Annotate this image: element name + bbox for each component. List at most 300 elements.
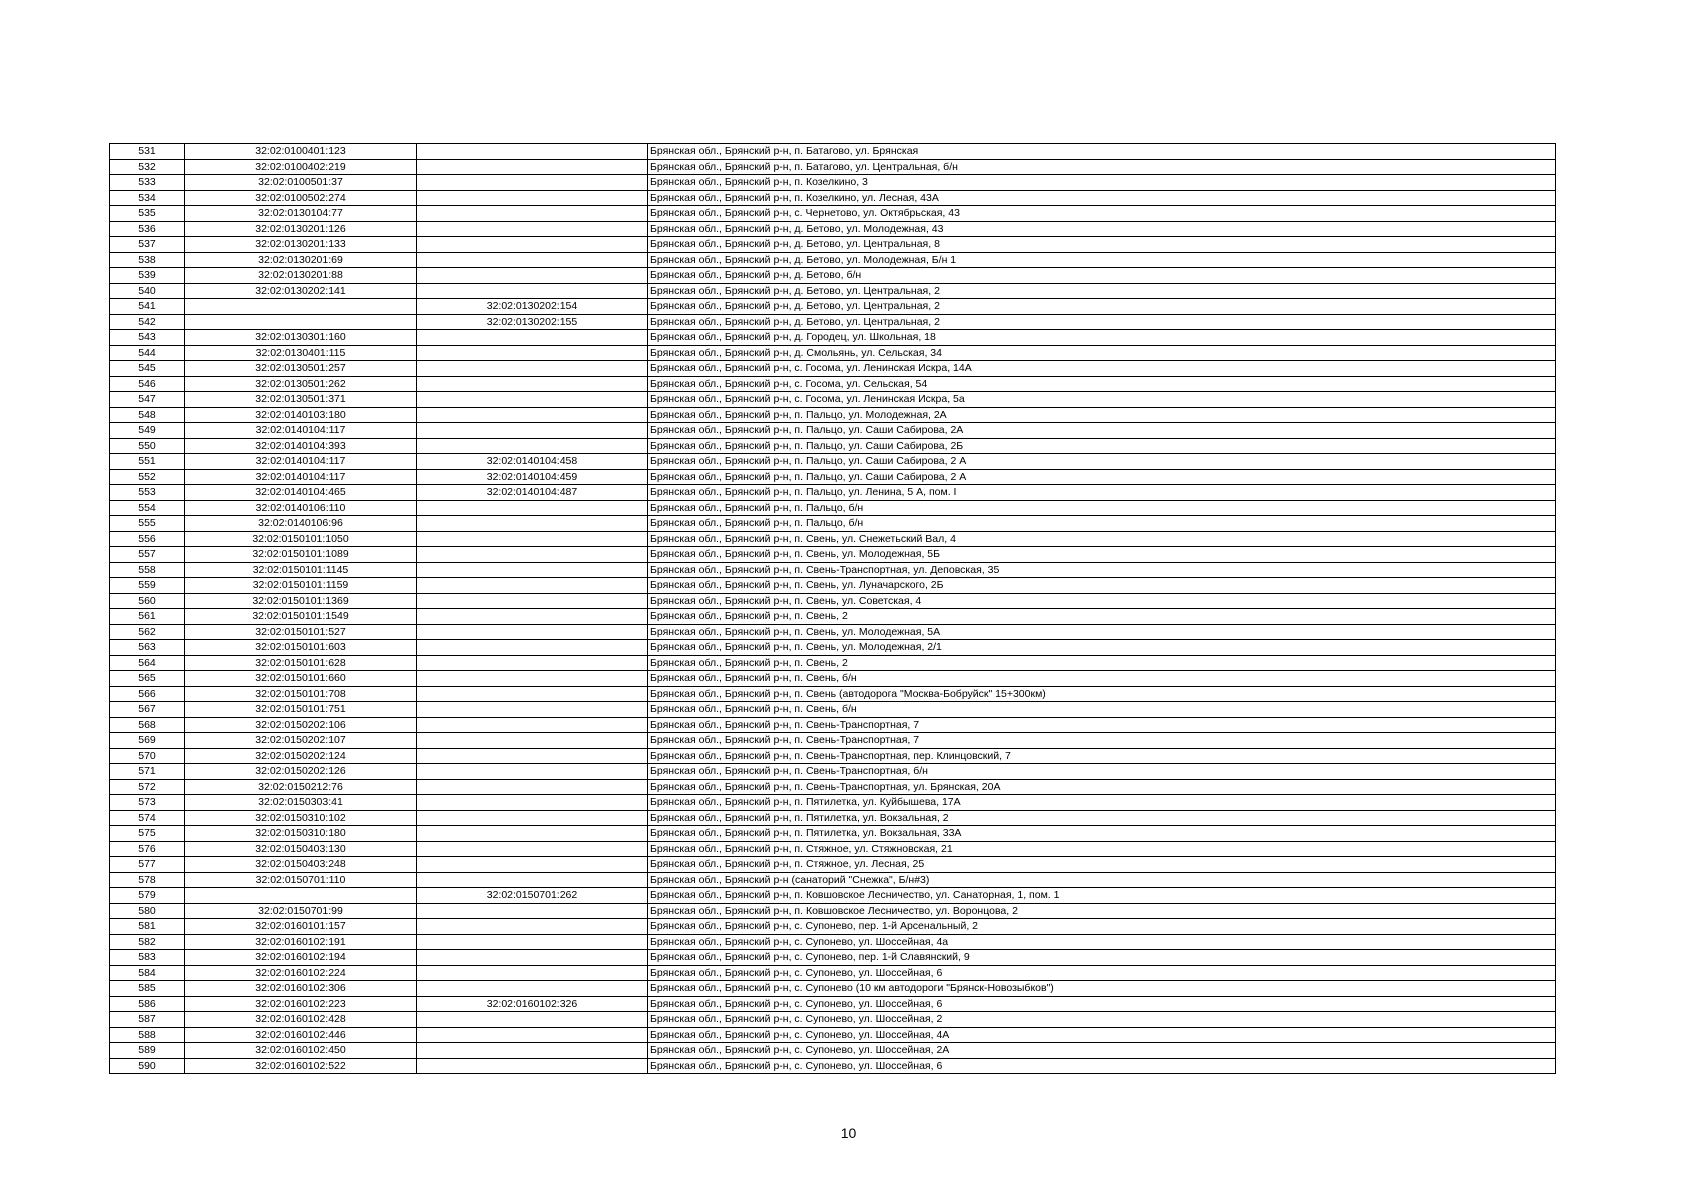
linked-cadastral-number-cell <box>417 330 648 346</box>
cadastral-number-cell: 32:02:0160102:306 <box>185 981 417 997</box>
address-cell: Брянская обл., Брянский р-н, д. Смольянь, ул. Сельская, 34 <box>648 345 1556 361</box>
address-cell: Брянская обл., Брянский р-н, п. Пальцо, ул. Ленина, 5 А, пом. I <box>648 485 1556 501</box>
cadastral-number-cell: 32:02:0130301:160 <box>185 330 417 346</box>
cadastral-number-cell: 32:02:0130501:262 <box>185 376 417 392</box>
row-number-cell: 589 <box>110 1043 185 1059</box>
table-row <box>110 764 1556 780</box>
address-cell: Брянская обл., Брянский р-н, п. Ковшовское Лесничество, ул. Воронцова, 2 <box>648 903 1556 919</box>
row-number-cell: 585 <box>110 981 185 997</box>
linked-cadastral-number-cell <box>417 671 648 687</box>
address-cell: Брянская обл., Брянский р-н, с. Супонево, ул. Шоссейная, 6 <box>648 1058 1556 1074</box>
address-cell: Брянская обл., Брянский р-н, п. Свень, ул. Советская, 4 <box>648 593 1556 609</box>
linked-cadastral-number-cell: 32:02:0140104:487 <box>417 485 648 501</box>
table-row <box>110 376 1556 392</box>
cadastral-number-cell: 32:02:0100501:37 <box>185 175 417 191</box>
table-row <box>110 919 1556 935</box>
table-row <box>110 314 1556 330</box>
linked-cadastral-number-cell: 32:02:0140104:459 <box>417 469 648 485</box>
row-number-cell: 531 <box>110 144 185 160</box>
table-row <box>110 423 1556 439</box>
linked-cadastral-number-cell <box>417 516 648 532</box>
table-row <box>110 1058 1556 1074</box>
row-number-cell: 568 <box>110 717 185 733</box>
table-row <box>110 903 1556 919</box>
address-cell: Брянская обл., Брянский р-н, п. Свень (автодорога "Москва-Бобруйск" 15+300км) <box>648 686 1556 702</box>
cadastral-number-cell: 32:02:0150101:708 <box>185 686 417 702</box>
cadastral-number-cell: 32:02:0150101:1050 <box>185 531 417 547</box>
table-row <box>110 516 1556 532</box>
address-cell: Брянская обл., Брянский р-н, п. Свень-Транспортная, 7 <box>648 717 1556 733</box>
table-row <box>110 159 1556 175</box>
cadastral-number-cell: 32:02:0140106:96 <box>185 516 417 532</box>
table-row <box>110 1043 1556 1059</box>
row-number-cell: 575 <box>110 826 185 842</box>
address-cell: Брянская обл., Брянский р-н, п. Пятилетка, ул. Вокзальная, 2 <box>648 810 1556 826</box>
row-number-cell: 578 <box>110 872 185 888</box>
row-number-cell: 577 <box>110 857 185 873</box>
linked-cadastral-number-cell <box>417 826 648 842</box>
cadastral-number-cell: 32:02:0160102:450 <box>185 1043 417 1059</box>
cadastral-number-cell: 32:02:0150202:107 <box>185 733 417 749</box>
linked-cadastral-number-cell: 32:02:0130202:154 <box>417 299 648 315</box>
address-cell: Брянская обл., Брянский р-н, п. Пальцо, ул. Саши Сабирова, 2 А <box>648 469 1556 485</box>
cadastral-number-cell: 32:02:0130104:77 <box>185 206 417 222</box>
table-row <box>110 469 1556 485</box>
cadastral-number-cell: 32:02:0140106:110 <box>185 500 417 516</box>
address-cell: Брянская обл., Брянский р-н, п. Стяжное, ул. Стяжновская, 21 <box>648 841 1556 857</box>
cadastral-number-cell: 32:02:0130201:133 <box>185 237 417 253</box>
cadastral-number-cell: 32:02:0100401:123 <box>185 144 417 160</box>
row-number-cell: 574 <box>110 810 185 826</box>
table-row <box>110 190 1556 206</box>
table-row <box>110 872 1556 888</box>
table-row <box>110 593 1556 609</box>
row-number-cell: 537 <box>110 237 185 253</box>
linked-cadastral-number-cell <box>417 1043 648 1059</box>
cadastral-number-cell: 32:02:0160102:446 <box>185 1027 417 1043</box>
table-row <box>110 965 1556 981</box>
linked-cadastral-number-cell <box>417 500 648 516</box>
linked-cadastral-number-cell <box>417 268 648 284</box>
cadastral-number-cell: 32:02:0130201:69 <box>185 252 417 268</box>
table-row <box>110 206 1556 222</box>
table-row <box>110 237 1556 253</box>
linked-cadastral-number-cell <box>417 190 648 206</box>
cadastral-number-cell: 32:02:0160102:223 <box>185 996 417 1012</box>
table-row <box>110 485 1556 501</box>
address-cell: Брянская обл., Брянский р-н, п. Пальцо, б/н <box>648 516 1556 532</box>
address-cell: Брянская обл., Брянский р-н, п. Ковшовское Лесничество, ул. Санаторная, 1, пом. 1 <box>648 888 1556 904</box>
address-cell: Брянская обл., Брянский р-н, п. Козелкино, 3 <box>648 175 1556 191</box>
address-cell: Брянская обл., Брянский р-н, п. Пятилетка, ул. Вокзальная, 33А <box>648 826 1556 842</box>
row-number-cell: 559 <box>110 578 185 594</box>
address-cell: Брянская обл., Брянский р-н, п. Пятилетка, ул. Куйбышева, 17А <box>648 795 1556 811</box>
cadastral-number-cell: 32:02:0130202:141 <box>185 283 417 299</box>
cadastral-number-cell: 32:02:0150303:41 <box>185 795 417 811</box>
linked-cadastral-number-cell <box>417 872 648 888</box>
table-row <box>110 857 1556 873</box>
address-cell: Брянская обл., Брянский р-н, п. Свень-Транспортная, пер. Клинцовский, 7 <box>648 748 1556 764</box>
cadastral-number-cell: 32:02:0160102:194 <box>185 950 417 966</box>
linked-cadastral-number-cell <box>417 717 648 733</box>
row-number-cell: 572 <box>110 779 185 795</box>
address-cell: Брянская обл., Брянский р-н, д. Бетово, б/н <box>648 268 1556 284</box>
cadastral-number-cell: 32:02:0150701:99 <box>185 903 417 919</box>
table-row <box>110 981 1556 997</box>
linked-cadastral-number-cell <box>417 857 648 873</box>
linked-cadastral-number-cell <box>417 376 648 392</box>
table-row <box>110 795 1556 811</box>
linked-cadastral-number-cell: 32:02:0160102:326 <box>417 996 648 1012</box>
cadastral-number-cell: 32:02:0150101:1159 <box>185 578 417 594</box>
row-number-cell: 573 <box>110 795 185 811</box>
linked-cadastral-number-cell <box>417 934 648 950</box>
address-cell: Брянская обл., Брянский р-н, с. Супонево, ул. Шоссейная, 2А <box>648 1043 1556 1059</box>
table-row <box>110 252 1556 268</box>
address-cell: Брянская обл., Брянский р-н, д. Бетово, ул. Центральная, 8 <box>648 237 1556 253</box>
cadastral-number-cell: 32:02:0150101:527 <box>185 624 417 640</box>
address-cell: Брянская обл., Брянский р-н, с. Госома, ул. Ленинская Искра, 14А <box>648 361 1556 377</box>
row-number-cell: 545 <box>110 361 185 377</box>
table-row <box>110 283 1556 299</box>
address-cell: Брянская обл., Брянский р-н, п. Свень, ул. Молодежная, 5Б <box>648 547 1556 563</box>
address-cell: Брянская обл., Брянский р-н, п. Свень, ул. Снежетьский Вал, 4 <box>648 531 1556 547</box>
table-row <box>110 531 1556 547</box>
table-row <box>110 438 1556 454</box>
address-cell: Брянская обл., Брянский р-н, п. Свень, б/н <box>648 702 1556 718</box>
row-number-cell: 549 <box>110 423 185 439</box>
linked-cadastral-number-cell <box>417 438 648 454</box>
table-row <box>110 702 1556 718</box>
address-cell: Брянская обл., Брянский р-н, с. Госома, ул. Ленинская Искра, 5а <box>648 392 1556 408</box>
cadastral-number-cell: 32:02:0150310:180 <box>185 826 417 842</box>
cadastral-number-cell <box>185 314 417 330</box>
row-number-cell: 552 <box>110 469 185 485</box>
row-number-cell: 536 <box>110 221 185 237</box>
linked-cadastral-number-cell <box>417 531 648 547</box>
row-number-cell: 558 <box>110 562 185 578</box>
address-cell: Брянская обл., Брянский р-н, п. Свень, б/н <box>648 671 1556 687</box>
cadastral-number-cell: 32:02:0150101:628 <box>185 655 417 671</box>
row-number-cell: 569 <box>110 733 185 749</box>
address-cell: Брянская обл., Брянский р-н, с. Супонево (10 км автодороги "Брянск-Новозыбков") <box>648 981 1556 997</box>
row-number-cell: 544 <box>110 345 185 361</box>
row-number-cell: 541 <box>110 299 185 315</box>
table-row <box>110 996 1556 1012</box>
linked-cadastral-number-cell <box>417 361 648 377</box>
address-cell: Брянская обл., Брянский р-н, п. Свень, 2 <box>648 655 1556 671</box>
linked-cadastral-number-cell <box>417 779 648 795</box>
address-cell: Брянская обл., Брянский р-н, п. Свень-Транспортная, ул. Брянская, 20А <box>648 779 1556 795</box>
linked-cadastral-number-cell: 32:02:0130202:155 <box>417 314 648 330</box>
address-cell: Брянская обл., Брянский р-н, п. Свень-Транспортная, ул. Деповская, 35 <box>648 562 1556 578</box>
row-number-cell: 571 <box>110 764 185 780</box>
linked-cadastral-number-cell <box>417 609 648 625</box>
row-number-cell: 588 <box>110 1027 185 1043</box>
cadastral-number-cell: 32:02:0150101:1549 <box>185 609 417 625</box>
table-row <box>110 547 1556 563</box>
cadastral-number-cell: 32:02:0140104:465 <box>185 485 417 501</box>
linked-cadastral-number-cell: 32:02:0150701:262 <box>417 888 648 904</box>
address-cell: Брянская обл., Брянский р-н, п. Пальцо, ул. Молодежная, 2А <box>648 407 1556 423</box>
address-cell: Брянская обл., Брянский р-н, п. Свень, ул. Молодежная, 2/1 <box>648 640 1556 656</box>
table-row <box>110 330 1556 346</box>
cadastral-number-cell: 32:02:0150101:603 <box>185 640 417 656</box>
row-number-cell: 543 <box>110 330 185 346</box>
address-cell: Брянская обл., Брянский р-н, п. Свень-Транспортная, 7 <box>648 733 1556 749</box>
cadastral-number-cell: 32:02:0160102:191 <box>185 934 417 950</box>
table-row <box>110 826 1556 842</box>
cadastral-number-cell: 32:02:0140104:393 <box>185 438 417 454</box>
linked-cadastral-number-cell <box>417 578 648 594</box>
address-cell: Брянская обл., Брянский р-н, с. Супонево, пер. 1-й Арсенальный, 2 <box>648 919 1556 935</box>
linked-cadastral-number-cell: 32:02:0140104:458 <box>417 454 648 470</box>
linked-cadastral-number-cell <box>417 1058 648 1074</box>
linked-cadastral-number-cell <box>417 795 648 811</box>
cadastral-number-cell: 32:02:0150101:660 <box>185 671 417 687</box>
address-cell: Брянская обл., Брянский р-н, с. Госома, ул. Сельская, 54 <box>648 376 1556 392</box>
linked-cadastral-number-cell <box>417 206 648 222</box>
linked-cadastral-number-cell <box>417 919 648 935</box>
row-number-cell: 561 <box>110 609 185 625</box>
table-row <box>110 733 1556 749</box>
row-number-cell: 542 <box>110 314 185 330</box>
table-row <box>110 454 1556 470</box>
row-number-cell: 584 <box>110 965 185 981</box>
cadastral-number-cell: 32:02:0160102:428 <box>185 1012 417 1028</box>
cadastral-number-cell: 32:02:0150101:751 <box>185 702 417 718</box>
row-number-cell: 570 <box>110 748 185 764</box>
row-number-cell: 560 <box>110 593 185 609</box>
linked-cadastral-number-cell <box>417 562 648 578</box>
row-number-cell: 548 <box>110 407 185 423</box>
table-row <box>110 717 1556 733</box>
cadastral-number-cell: 32:02:0140104:117 <box>185 423 417 439</box>
row-number-cell: 550 <box>110 438 185 454</box>
cadastral-number-cell: 32:02:0160102:522 <box>185 1058 417 1074</box>
linked-cadastral-number-cell <box>417 655 648 671</box>
address-cell: Брянская обл., Брянский р-н, с. Супонево, ул. Шоссейная, 4А <box>648 1027 1556 1043</box>
row-number-cell: 586 <box>110 996 185 1012</box>
row-number-cell: 551 <box>110 454 185 470</box>
row-number-cell: 579 <box>110 888 185 904</box>
table-row <box>110 810 1556 826</box>
address-cell: Брянская обл., Брянский р-н, п. Свень-Транспортная, б/н <box>648 764 1556 780</box>
linked-cadastral-number-cell <box>417 702 648 718</box>
table-row <box>110 640 1556 656</box>
address-cell: Брянская обл., Брянский р-н, п. Пальцо, ул. Саши Сабирова, 2 А <box>648 454 1556 470</box>
row-number-cell: 562 <box>110 624 185 640</box>
row-number-cell: 539 <box>110 268 185 284</box>
table-row <box>110 144 1556 160</box>
cadastral-number-cell: 32:02:0130201:126 <box>185 221 417 237</box>
linked-cadastral-number-cell <box>417 252 648 268</box>
row-number-cell: 555 <box>110 516 185 532</box>
linked-cadastral-number-cell <box>417 175 648 191</box>
linked-cadastral-number-cell <box>417 407 648 423</box>
address-cell: Брянская обл., Брянский р-н, п. Свень, 2 <box>648 609 1556 625</box>
table-row <box>110 779 1556 795</box>
address-cell: Брянская обл., Брянский р-н, п. Стяжное, ул. Лесная, 25 <box>648 857 1556 873</box>
table-row <box>110 500 1556 516</box>
linked-cadastral-number-cell <box>417 593 648 609</box>
row-number-cell: 576 <box>110 841 185 857</box>
linked-cadastral-number-cell <box>417 144 648 160</box>
table-row <box>110 361 1556 377</box>
linked-cadastral-number-cell <box>417 686 648 702</box>
row-number-cell: 566 <box>110 686 185 702</box>
page-number: 10 <box>840 1125 857 1141</box>
linked-cadastral-number-cell <box>417 547 648 563</box>
row-number-cell: 557 <box>110 547 185 563</box>
address-cell: Брянская обл., Брянский р-н, д. Бетово, ул. Центральная, 2 <box>648 283 1556 299</box>
row-number-cell: 563 <box>110 640 185 656</box>
cadastral-number-cell: 32:02:0140104:117 <box>185 454 417 470</box>
table-row <box>110 624 1556 640</box>
cadastral-number-cell: 32:02:0150202:106 <box>185 717 417 733</box>
cadastral-number-cell: 32:02:0150212:76 <box>185 779 417 795</box>
address-cell: Брянская обл., Брянский р-н (санаторий "Снежка", Б/н#3) <box>648 872 1556 888</box>
property-table-body <box>110 144 1556 1074</box>
linked-cadastral-number-cell <box>417 950 648 966</box>
table-row <box>110 221 1556 237</box>
row-number-cell: 546 <box>110 376 185 392</box>
table-row <box>110 655 1556 671</box>
row-number-cell: 547 <box>110 392 185 408</box>
cadastral-number-cell <box>185 299 417 315</box>
property-table <box>109 143 1556 1074</box>
row-number-cell: 582 <box>110 934 185 950</box>
address-cell: Брянская обл., Брянский р-н, д. Бетово, ул. Молодежная, 43 <box>648 221 1556 237</box>
linked-cadastral-number-cell <box>417 237 648 253</box>
cadastral-number-cell: 32:02:0140104:117 <box>185 469 417 485</box>
address-cell: Брянская обл., Брянский р-н, п. Свень, ул. Луначарского, 2Б <box>648 578 1556 594</box>
row-number-cell: 580 <box>110 903 185 919</box>
table-row <box>110 841 1556 857</box>
cadastral-number-cell: 32:02:0150101:1145 <box>185 562 417 578</box>
address-cell: Брянская обл., Брянский р-н, п. Пальцо, б/н <box>648 500 1556 516</box>
table-row <box>110 950 1556 966</box>
table-row <box>110 392 1556 408</box>
linked-cadastral-number-cell <box>417 764 648 780</box>
address-cell: Брянская обл., Брянский р-н, с. Супонево, ул. Шоссейная, 6 <box>648 965 1556 981</box>
linked-cadastral-number-cell <box>417 1027 648 1043</box>
cadastral-number-cell: 32:02:0150202:126 <box>185 764 417 780</box>
row-number-cell: 587 <box>110 1012 185 1028</box>
address-cell: Брянская обл., Брянский р-н, д. Бетово, ул. Молодежная, Б/н 1 <box>648 252 1556 268</box>
row-number-cell: 540 <box>110 283 185 299</box>
table-row <box>110 1027 1556 1043</box>
address-cell: Брянская обл., Брянский р-н, п. Козелкино, ул. Лесная, 43А <box>648 190 1556 206</box>
cadastral-number-cell: 32:02:0130201:88 <box>185 268 417 284</box>
cadastral-number-cell: 32:02:0150403:130 <box>185 841 417 857</box>
row-number-cell: 533 <box>110 175 185 191</box>
cadastral-number-cell: 32:02:0150101:1089 <box>185 547 417 563</box>
address-cell: Брянская обл., Брянский р-н, с. Супонево, пер. 1-й Славянский, 9 <box>648 950 1556 966</box>
table-row <box>110 1012 1556 1028</box>
cadastral-number-cell: 32:02:0160102:224 <box>185 965 417 981</box>
table-row <box>110 268 1556 284</box>
cadastral-number-cell: 32:02:0150202:124 <box>185 748 417 764</box>
row-number-cell: 553 <box>110 485 185 501</box>
cadastral-number-cell: 32:02:0150701:110 <box>185 872 417 888</box>
linked-cadastral-number-cell <box>417 903 648 919</box>
address-cell: Брянская обл., Брянский р-н, с. Чернетово, ул. Октябрьская, 43 <box>648 206 1556 222</box>
address-cell: Брянская обл., Брянский р-н, п. Батагово, ул. Брянская <box>648 144 1556 160</box>
linked-cadastral-number-cell <box>417 283 648 299</box>
cadastral-number-cell <box>185 888 417 904</box>
cadastral-number-cell: 32:02:0160101:157 <box>185 919 417 935</box>
linked-cadastral-number-cell <box>417 981 648 997</box>
cadastral-number-cell: 32:02:0130401:115 <box>185 345 417 361</box>
linked-cadastral-number-cell <box>417 423 648 439</box>
linked-cadastral-number-cell <box>417 748 648 764</box>
linked-cadastral-number-cell <box>417 159 648 175</box>
row-number-cell: 581 <box>110 919 185 935</box>
cadastral-number-cell: 32:02:0130501:257 <box>185 361 417 377</box>
address-cell: Брянская обл., Брянский р-н, п. Пальцо, ул. Саши Сабирова, 2А <box>648 423 1556 439</box>
cadastral-number-cell: 32:02:0100502:274 <box>185 190 417 206</box>
table-row <box>110 578 1556 594</box>
address-cell: Брянская обл., Брянский р-н, д. Бетово, ул. Центральная, 2 <box>648 299 1556 315</box>
row-number-cell: 590 <box>110 1058 185 1074</box>
table-row <box>110 299 1556 315</box>
row-number-cell: 565 <box>110 671 185 687</box>
table-row <box>110 686 1556 702</box>
cadastral-number-cell: 32:02:0150310:102 <box>185 810 417 826</box>
table-row <box>110 748 1556 764</box>
table-row <box>110 407 1556 423</box>
linked-cadastral-number-cell <box>417 1012 648 1028</box>
linked-cadastral-number-cell <box>417 624 648 640</box>
linked-cadastral-number-cell <box>417 965 648 981</box>
row-number-cell: 564 <box>110 655 185 671</box>
table-row <box>110 175 1556 191</box>
linked-cadastral-number-cell <box>417 841 648 857</box>
address-cell: Брянская обл., Брянский р-н, п. Батагово, ул. Центральная, б/н <box>648 159 1556 175</box>
table-row <box>110 609 1556 625</box>
address-cell: Брянская обл., Брянский р-н, п. Пальцо, ул. Саши Сабирова, 2Б <box>648 438 1556 454</box>
table-row <box>110 562 1556 578</box>
row-number-cell: 534 <box>110 190 185 206</box>
row-number-cell: 556 <box>110 531 185 547</box>
row-number-cell: 535 <box>110 206 185 222</box>
cadastral-number-cell: 32:02:0130501:371 <box>185 392 417 408</box>
table-row <box>110 934 1556 950</box>
row-number-cell: 538 <box>110 252 185 268</box>
linked-cadastral-number-cell <box>417 733 648 749</box>
linked-cadastral-number-cell <box>417 810 648 826</box>
linked-cadastral-number-cell <box>417 345 648 361</box>
cadastral-number-cell: 32:02:0100402:219 <box>185 159 417 175</box>
table-row <box>110 345 1556 361</box>
row-number-cell: 532 <box>110 159 185 175</box>
table-row <box>110 888 1556 904</box>
linked-cadastral-number-cell <box>417 392 648 408</box>
address-cell: Брянская обл., Брянский р-н, д. Бетово, ул. Центральная, 2 <box>648 314 1556 330</box>
linked-cadastral-number-cell <box>417 221 648 237</box>
cadastral-number-cell: 32:02:0150403:248 <box>185 857 417 873</box>
row-number-cell: 554 <box>110 500 185 516</box>
address-cell: Брянская обл., Брянский р-н, с. Супонево, ул. Шоссейная, 4а <box>648 934 1556 950</box>
row-number-cell: 567 <box>110 702 185 718</box>
table-row <box>110 671 1556 687</box>
address-cell: Брянская обл., Брянский р-н, п. Свень, ул. Молодежная, 5А <box>648 624 1556 640</box>
cadastral-number-cell: 32:02:0150101:1369 <box>185 593 417 609</box>
address-cell: Брянская обл., Брянский р-н, с. Супонево, ул. Шоссейная, 6 <box>648 996 1556 1012</box>
address-cell: Брянская обл., Брянский р-н, д. Городец, ул. Школьная, 18 <box>648 330 1556 346</box>
row-number-cell: 583 <box>110 950 185 966</box>
